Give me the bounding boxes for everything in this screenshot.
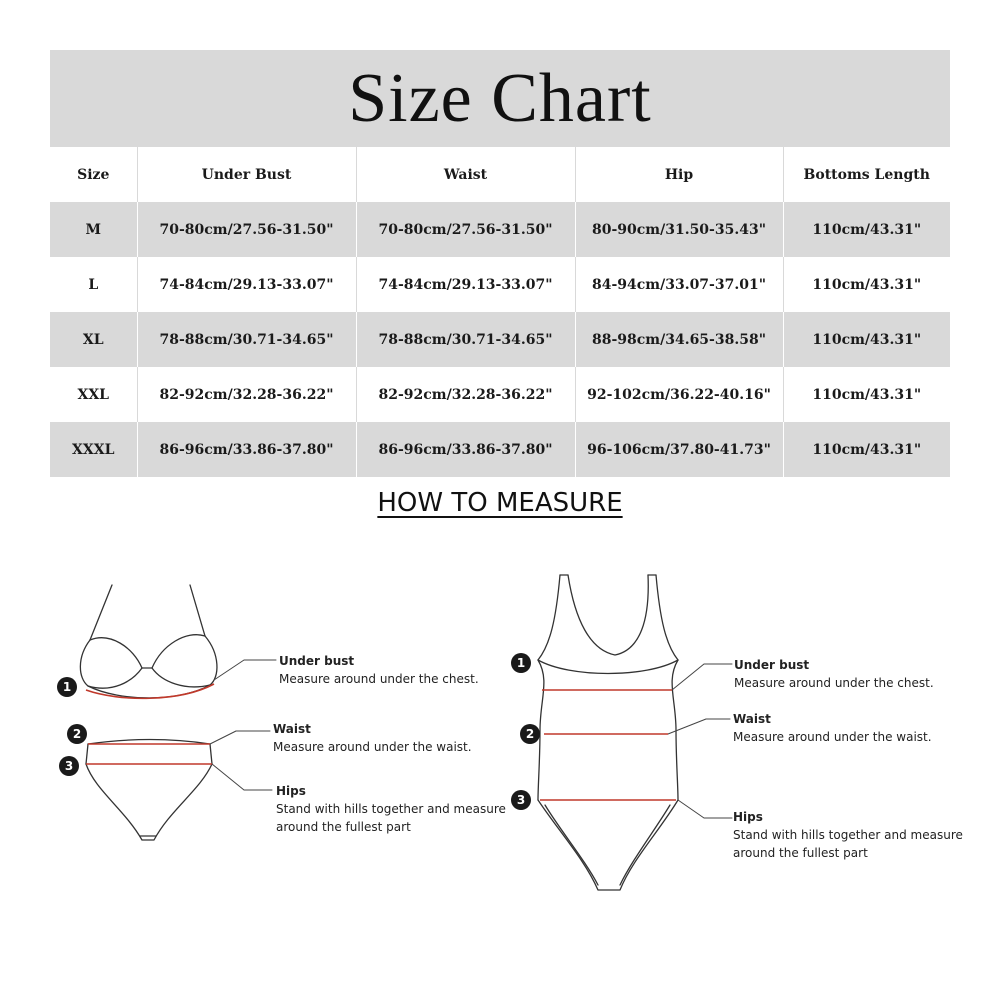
step-badge-1: 1 [57,677,77,697]
page-title: Size Chart [348,59,652,137]
label-hips: Hips [733,810,763,824]
cell-waist: 74-84cm/29.13-33.07" [356,257,575,312]
left-waist-annotation [273,720,472,756]
cell-hip: 92-102cm/36.22-40.16" [575,367,783,422]
text-hips-line2: around the fullest part [733,846,868,860]
cell-bottoms-length: 110cm/43.31" [783,202,950,257]
text-under-bust: Measure around under the chest. [734,676,934,690]
header-hip: Hip [575,147,783,202]
step-badge-3: 3 [59,756,79,776]
bikini-top-illustration [80,585,217,698]
label-waist: Waist [273,722,311,736]
right-under-bust-annotation [734,656,934,692]
cell-hip: 84-94cm/33.07-37.01" [575,257,783,312]
step-badge-2: 2 [67,724,87,744]
label-waist: Waist [733,712,771,726]
text-under-bust: Measure around under the chest. [279,672,479,686]
cell-size: XXL [50,367,137,422]
cell-hip: 96-106cm/37.80-41.73" [575,422,783,477]
header-size: Size [50,147,137,202]
cell-hip: 88-98cm/34.65-38.58" [575,312,783,367]
swimsuit-illustration [538,575,678,890]
label-under-bust: Under bust [279,654,355,668]
cell-size: L [50,257,137,312]
cell-bottoms-length: 110cm/43.31" [783,257,950,312]
right-hips-annotation [733,808,963,862]
cell-waist: 86-96cm/33.86-37.80" [356,422,575,477]
text-waist: Measure around under the waist. [733,730,932,744]
header-waist: Waist [356,147,575,202]
cell-hip: 80-90cm/31.50-35.43" [575,202,783,257]
label-hips: Hips [276,784,306,798]
text-hips-line1: Stand with hills together and measure [733,828,963,842]
step-badge-1: 1 [511,653,531,673]
step-badge-2: 2 [520,724,540,744]
how-to-measure-title: HOW TO MEASURE [377,488,623,518]
cell-size: XXXL [50,422,137,477]
cell-bottoms-length: 110cm/43.31" [783,312,950,367]
cell-under-bust: 78-88cm/30.71-34.65" [137,312,356,367]
cell-under-bust: 74-84cm/29.13-33.07" [137,257,356,312]
left-hips-annotation [276,782,506,836]
cell-bottoms-length: 110cm/43.31" [783,422,950,477]
cell-under-bust: 86-96cm/33.86-37.80" [137,422,356,477]
cell-size: M [50,202,137,257]
cell-waist: 70-80cm/27.56-31.50" [356,202,575,257]
cell-bottoms-length: 110cm/43.31" [783,367,950,422]
bikini-bottom-illustration [86,740,212,841]
cell-size: XL [50,312,137,367]
cell-waist: 78-88cm/30.71-34.65" [356,312,575,367]
left-under-bust-annotation [279,652,479,688]
text-waist: Measure around under the waist. [273,740,472,754]
right-waist-annotation [733,710,932,746]
header-bottoms-length: Bottoms Length [783,147,950,202]
header-under-bust: Under Bust [137,147,356,202]
cell-under-bust: 70-80cm/27.56-31.50" [137,202,356,257]
text-hips-line1: Stand with hills together and measure [276,802,506,816]
step-badge-3: 3 [511,790,531,810]
cell-under-bust: 82-92cm/32.28-36.22" [137,367,356,422]
cell-waist: 82-92cm/32.28-36.22" [356,367,575,422]
label-under-bust: Under bust [734,658,810,672]
text-hips-line2: around the fullest part [276,820,411,834]
